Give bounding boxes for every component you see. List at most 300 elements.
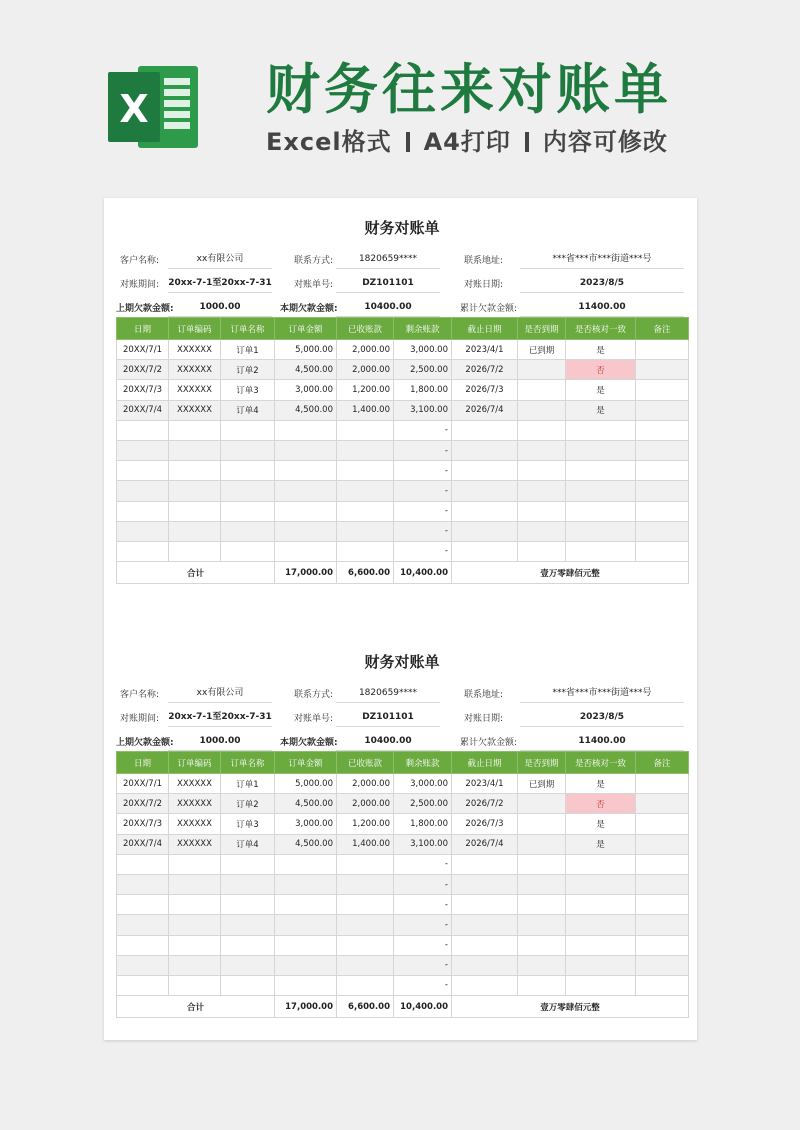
due-cell[interactable]: 2026/7/3 bbox=[452, 814, 518, 834]
remaining-cell[interactable]: - bbox=[394, 975, 452, 995]
column-header: 备注 bbox=[636, 318, 689, 340]
empty-cell[interactable] bbox=[452, 521, 518, 541]
empty-cell[interactable] bbox=[169, 420, 221, 440]
period-value[interactable]: 20xx-7-1至20xx-7-31 bbox=[168, 711, 272, 727]
statement-title: 财务对账单 bbox=[364, 653, 440, 671]
empty-cell[interactable] bbox=[566, 420, 636, 440]
received-cell[interactable]: 1,400.00 bbox=[337, 400, 394, 420]
amount-cell[interactable]: 5,000.00 bbox=[275, 340, 337, 360]
remaining-cell[interactable]: 2,500.00 bbox=[394, 794, 452, 814]
total-debt-value[interactable]: 11400.00 bbox=[520, 735, 684, 751]
empty-cell[interactable] bbox=[452, 501, 518, 521]
empty-row bbox=[117, 501, 689, 521]
remaining-cell[interactable]: 2,500.00 bbox=[394, 360, 452, 380]
empty-cell[interactable] bbox=[337, 420, 394, 440]
note-cell[interactable] bbox=[636, 774, 689, 794]
statement-table bbox=[116, 317, 689, 584]
amount-cell[interactable]: 4,500.00 bbox=[275, 834, 337, 854]
date-cell[interactable]: 20XX/7/4 bbox=[117, 834, 169, 854]
empty-cell[interactable] bbox=[566, 955, 636, 975]
date-value[interactable]: 2023/8/5 bbox=[520, 277, 684, 293]
total-amount: 17,000.00 bbox=[275, 996, 337, 1018]
empty-cell[interactable] bbox=[117, 420, 169, 440]
empty-cell[interactable] bbox=[636, 481, 689, 501]
total-debt-label: 累计欠款金额: bbox=[460, 304, 518, 314]
note-cell[interactable] bbox=[636, 814, 689, 834]
column-header: 日期 bbox=[117, 318, 169, 340]
empty-cell[interactable] bbox=[566, 541, 636, 561]
empty-cell[interactable] bbox=[566, 854, 636, 874]
empty-cell[interactable] bbox=[518, 420, 566, 440]
match-cell[interactable]: 是 bbox=[566, 340, 636, 360]
empty-cell[interactable] bbox=[169, 935, 221, 955]
empty-cell[interactable] bbox=[566, 935, 636, 955]
empty-cell[interactable] bbox=[169, 481, 221, 501]
due-cell[interactable]: 2026/7/2 bbox=[452, 360, 518, 380]
note-cell[interactable] bbox=[636, 834, 689, 854]
table-header-row bbox=[117, 752, 689, 774]
empty-row bbox=[117, 955, 689, 975]
empty-cell[interactable] bbox=[518, 975, 566, 995]
match-cell[interactable]: 是 bbox=[566, 834, 636, 854]
subtitle-separator bbox=[406, 132, 410, 152]
column-header: 订单金额 bbox=[275, 318, 337, 340]
empty-cell[interactable] bbox=[337, 521, 394, 541]
empty-cell[interactable] bbox=[636, 461, 689, 481]
remaining-cell[interactable]: - bbox=[394, 935, 452, 955]
due-cell[interactable]: 2023/4/1 bbox=[452, 774, 518, 794]
logo-letter: X bbox=[119, 87, 149, 131]
empty-cell[interactable] bbox=[275, 874, 337, 894]
empty-cell[interactable] bbox=[452, 975, 518, 995]
empty-cell[interactable] bbox=[636, 955, 689, 975]
empty-cell[interactable] bbox=[275, 895, 337, 915]
empty-cell[interactable] bbox=[452, 481, 518, 501]
empty-cell[interactable] bbox=[117, 481, 169, 501]
due-cell[interactable]: 2026/7/3 bbox=[452, 380, 518, 400]
column-header: 是否到期 bbox=[518, 318, 566, 340]
expired-cell[interactable] bbox=[518, 794, 566, 814]
empty-cell[interactable] bbox=[169, 461, 221, 481]
empty-cell[interactable] bbox=[275, 975, 337, 995]
contact-label: 联系方式: bbox=[294, 256, 334, 266]
empty-row bbox=[117, 420, 689, 440]
remaining-cell[interactable]: - bbox=[394, 854, 452, 874]
match-cell[interactable]: 是 bbox=[566, 774, 636, 794]
empty-cell[interactable] bbox=[221, 420, 275, 440]
empty-cell[interactable] bbox=[566, 521, 636, 541]
empty-cell[interactable] bbox=[518, 541, 566, 561]
empty-cell[interactable] bbox=[566, 440, 636, 460]
empty-cell[interactable] bbox=[518, 874, 566, 894]
empty-cell[interactable] bbox=[518, 481, 566, 501]
empty-cell[interactable] bbox=[169, 955, 221, 975]
empty-cell[interactable] bbox=[275, 915, 337, 935]
empty-cell[interactable] bbox=[169, 975, 221, 995]
table-row bbox=[117, 400, 689, 420]
amount-cell[interactable]: 3,000.00 bbox=[275, 814, 337, 834]
empty-cell[interactable] bbox=[117, 915, 169, 935]
total-remaining: 10,400.00 bbox=[394, 562, 452, 584]
empty-cell[interactable] bbox=[636, 521, 689, 541]
empty-cell[interactable] bbox=[337, 501, 394, 521]
remaining-cell[interactable]: - bbox=[394, 501, 452, 521]
received-cell[interactable]: 1,400.00 bbox=[337, 834, 394, 854]
code-cell[interactable]: XXXXXX bbox=[169, 360, 221, 380]
empty-cell[interactable] bbox=[518, 915, 566, 935]
number-value[interactable]: DZ101101 bbox=[336, 277, 440, 293]
empty-cell[interactable] bbox=[275, 521, 337, 541]
empty-cell[interactable] bbox=[117, 440, 169, 460]
table-row bbox=[117, 380, 689, 400]
empty-cell[interactable] bbox=[169, 854, 221, 874]
empty-cell[interactable] bbox=[636, 854, 689, 874]
address-value[interactable]: ***省***市***街道***号 bbox=[520, 687, 684, 703]
total-received: 6,600.00 bbox=[337, 996, 394, 1018]
empty-cell[interactable] bbox=[518, 461, 566, 481]
empty-cell[interactable] bbox=[566, 481, 636, 501]
table-row bbox=[117, 834, 689, 854]
empty-cell[interactable] bbox=[221, 915, 275, 935]
empty-cell[interactable] bbox=[221, 895, 275, 915]
empty-cell[interactable] bbox=[337, 874, 394, 894]
column-header: 是否到期 bbox=[518, 752, 566, 774]
empty-cell[interactable] bbox=[275, 440, 337, 460]
empty-cell[interactable] bbox=[117, 854, 169, 874]
empty-cell[interactable] bbox=[275, 481, 337, 501]
code-cell[interactable]: XXXXXX bbox=[169, 814, 221, 834]
number-value[interactable]: DZ101101 bbox=[336, 711, 440, 727]
column-header: 已收账款 bbox=[337, 752, 394, 774]
remaining-cell[interactable]: - bbox=[394, 461, 452, 481]
total-remaining: 10,400.00 bbox=[394, 996, 452, 1018]
date-cell[interactable]: 20XX/7/3 bbox=[117, 380, 169, 400]
date-cell[interactable]: 20XX/7/3 bbox=[117, 814, 169, 834]
empty-cell[interactable] bbox=[275, 541, 337, 561]
remaining-cell[interactable]: - bbox=[394, 420, 452, 440]
info-row bbox=[116, 707, 688, 727]
date-cell[interactable]: 20XX/7/1 bbox=[117, 340, 169, 360]
info-row bbox=[116, 297, 688, 317]
remaining-cell[interactable]: 3,100.00 bbox=[394, 834, 452, 854]
customer-value[interactable]: xx有限公司 bbox=[168, 253, 272, 269]
code-cell[interactable]: XXXXXX bbox=[169, 794, 221, 814]
received-cell[interactable]: 2,000.00 bbox=[337, 794, 394, 814]
empty-cell[interactable] bbox=[169, 541, 221, 561]
empty-cell[interactable] bbox=[337, 955, 394, 975]
excel-icon bbox=[104, 58, 202, 156]
due-cell[interactable]: 2026/7/2 bbox=[452, 794, 518, 814]
expired-cell[interactable]: 已到期 bbox=[518, 340, 566, 360]
total-label: 合计 bbox=[117, 996, 275, 1018]
empty-cell[interactable] bbox=[117, 521, 169, 541]
period-label: 对账期间: bbox=[120, 280, 160, 290]
remaining-cell[interactable]: - bbox=[394, 440, 452, 460]
amount-cell[interactable]: 3,000.00 bbox=[275, 380, 337, 400]
name-cell[interactable]: 订单3 bbox=[221, 814, 275, 834]
remaining-cell[interactable]: - bbox=[394, 481, 452, 501]
table-row bbox=[117, 360, 689, 380]
note-cell[interactable] bbox=[636, 380, 689, 400]
note-cell[interactable] bbox=[636, 340, 689, 360]
remaining-cell[interactable]: 3,000.00 bbox=[394, 340, 452, 360]
contact-value[interactable]: 1820659**** bbox=[336, 687, 440, 703]
empty-cell[interactable] bbox=[636, 440, 689, 460]
empty-cell[interactable] bbox=[452, 895, 518, 915]
empty-cell[interactable] bbox=[221, 440, 275, 460]
info-row bbox=[116, 731, 688, 751]
total-label: 合计 bbox=[117, 562, 275, 584]
empty-cell[interactable] bbox=[636, 895, 689, 915]
empty-cell[interactable] bbox=[452, 915, 518, 935]
empty-cell[interactable] bbox=[518, 501, 566, 521]
empty-cell[interactable] bbox=[221, 501, 275, 521]
table-row bbox=[117, 340, 689, 360]
due-cell[interactable]: 2023/4/1 bbox=[452, 340, 518, 360]
empty-cell[interactable] bbox=[566, 501, 636, 521]
column-header: 订单编码 bbox=[169, 752, 221, 774]
column-header: 订单名称 bbox=[221, 752, 275, 774]
expired-cell[interactable] bbox=[518, 380, 566, 400]
code-cell[interactable]: XXXXXX bbox=[169, 380, 221, 400]
empty-cell[interactable] bbox=[518, 935, 566, 955]
code-cell[interactable]: XXXXXX bbox=[169, 834, 221, 854]
empty-cell[interactable] bbox=[275, 501, 337, 521]
amount-cell[interactable]: 5,000.00 bbox=[275, 774, 337, 794]
column-header: 备注 bbox=[636, 752, 689, 774]
amount-cell[interactable]: 4,500.00 bbox=[275, 360, 337, 380]
total-row bbox=[117, 562, 689, 584]
number-label: 对账单号: bbox=[294, 280, 334, 290]
note-cell[interactable] bbox=[636, 360, 689, 380]
due-cell[interactable]: 2026/7/4 bbox=[452, 400, 518, 420]
column-header: 订单名称 bbox=[221, 318, 275, 340]
empty-cell[interactable] bbox=[518, 955, 566, 975]
empty-cell[interactable] bbox=[221, 955, 275, 975]
empty-cell[interactable] bbox=[566, 895, 636, 915]
empty-cell[interactable] bbox=[337, 461, 394, 481]
customer-value[interactable]: xx有限公司 bbox=[168, 687, 272, 703]
empty-cell[interactable] bbox=[452, 461, 518, 481]
date-cell[interactable]: 20XX/7/2 bbox=[117, 794, 169, 814]
match-cell[interactable]: 否 bbox=[566, 794, 636, 814]
code-cell[interactable]: XXXXXX bbox=[169, 774, 221, 794]
empty-row bbox=[117, 895, 689, 915]
column-header: 是否核对一致 bbox=[566, 318, 636, 340]
expired-cell[interactable] bbox=[518, 834, 566, 854]
remaining-cell[interactable]: - bbox=[394, 895, 452, 915]
remaining-cell[interactable]: - bbox=[394, 915, 452, 935]
expired-cell[interactable] bbox=[518, 360, 566, 380]
period-value[interactable]: 20xx-7-1至20xx-7-31 bbox=[168, 277, 272, 293]
empty-cell[interactable] bbox=[117, 935, 169, 955]
name-cell[interactable]: 订单4 bbox=[221, 400, 275, 420]
empty-row bbox=[117, 461, 689, 481]
empty-cell[interactable] bbox=[117, 874, 169, 894]
name-cell[interactable]: 订单2 bbox=[221, 794, 275, 814]
empty-cell[interactable] bbox=[337, 440, 394, 460]
remaining-cell[interactable]: 3,100.00 bbox=[394, 400, 452, 420]
date-value[interactable]: 2023/8/5 bbox=[520, 711, 684, 727]
prev-debt-value[interactable]: 1000.00 bbox=[168, 735, 272, 751]
remaining-cell[interactable]: - bbox=[394, 521, 452, 541]
match-cell[interactable]: 是 bbox=[566, 400, 636, 420]
empty-cell[interactable] bbox=[337, 935, 394, 955]
received-cell[interactable]: 2,000.00 bbox=[337, 774, 394, 794]
empty-cell[interactable] bbox=[117, 955, 169, 975]
empty-row bbox=[117, 915, 689, 935]
address-value[interactable]: ***省***市***街道***号 bbox=[520, 253, 684, 269]
empty-cell[interactable] bbox=[566, 975, 636, 995]
empty-row bbox=[117, 935, 689, 955]
empty-cell[interactable] bbox=[169, 874, 221, 894]
empty-cell[interactable] bbox=[636, 874, 689, 894]
empty-cell[interactable] bbox=[636, 501, 689, 521]
expired-cell[interactable] bbox=[518, 400, 566, 420]
empty-cell[interactable] bbox=[221, 521, 275, 541]
name-cell[interactable]: 订单1 bbox=[221, 340, 275, 360]
column-header: 剩余账款 bbox=[394, 318, 452, 340]
cur-debt-value[interactable]: 10400.00 bbox=[336, 735, 440, 751]
empty-cell[interactable] bbox=[221, 935, 275, 955]
empty-cell[interactable] bbox=[636, 541, 689, 561]
statement-info bbox=[116, 245, 688, 317]
note-cell[interactable] bbox=[636, 794, 689, 814]
empty-cell[interactable] bbox=[275, 461, 337, 481]
total-uppercase: 壹万零肆佰元整 bbox=[452, 562, 689, 584]
column-header: 截止日期 bbox=[452, 752, 518, 774]
empty-cell[interactable] bbox=[518, 895, 566, 915]
page-title: 财务往来对账单 bbox=[266, 58, 672, 121]
empty-cell[interactable] bbox=[337, 975, 394, 995]
empty-cell[interactable] bbox=[275, 935, 337, 955]
remaining-cell[interactable]: - bbox=[394, 541, 452, 561]
empty-cell[interactable] bbox=[337, 895, 394, 915]
empty-cell[interactable] bbox=[452, 420, 518, 440]
name-cell[interactable]: 订单3 bbox=[221, 380, 275, 400]
note-cell[interactable] bbox=[636, 400, 689, 420]
empty-cell[interactable] bbox=[275, 854, 337, 874]
column-header: 日期 bbox=[117, 752, 169, 774]
match-cell[interactable]: 是 bbox=[566, 814, 636, 834]
empty-cell[interactable] bbox=[275, 420, 337, 440]
empty-cell[interactable] bbox=[117, 541, 169, 561]
date-cell[interactable]: 20XX/7/1 bbox=[117, 774, 169, 794]
empty-cell[interactable] bbox=[275, 955, 337, 975]
received-cell[interactable]: 1,200.00 bbox=[337, 380, 394, 400]
empty-cell[interactable] bbox=[452, 935, 518, 955]
empty-cell[interactable] bbox=[221, 461, 275, 481]
received-cell[interactable]: 2,000.00 bbox=[337, 360, 394, 380]
empty-cell[interactable] bbox=[337, 854, 394, 874]
remaining-cell[interactable]: 1,800.00 bbox=[394, 814, 452, 834]
page-header bbox=[0, 0, 800, 190]
empty-cell[interactable] bbox=[636, 935, 689, 955]
empty-cell[interactable] bbox=[566, 915, 636, 935]
received-cell[interactable]: 2,000.00 bbox=[337, 340, 394, 360]
amount-cell[interactable]: 4,500.00 bbox=[275, 794, 337, 814]
empty-cell[interactable] bbox=[452, 955, 518, 975]
received-cell[interactable]: 1,200.00 bbox=[337, 814, 394, 834]
due-cell[interactable]: 2026/7/4 bbox=[452, 834, 518, 854]
empty-cell[interactable] bbox=[117, 975, 169, 995]
number-label: 对账单号: bbox=[294, 714, 334, 724]
empty-cell[interactable] bbox=[636, 420, 689, 440]
empty-cell[interactable] bbox=[566, 874, 636, 894]
empty-cell[interactable] bbox=[566, 461, 636, 481]
contact-value[interactable]: 1820659**** bbox=[336, 253, 440, 269]
total-debt-value[interactable]: 11400.00 bbox=[520, 301, 684, 317]
empty-cell[interactable] bbox=[452, 854, 518, 874]
empty-cell[interactable] bbox=[169, 895, 221, 915]
empty-cell[interactable] bbox=[518, 521, 566, 541]
subtitle-item: 内容可修改 bbox=[542, 128, 668, 156]
empty-cell[interactable] bbox=[221, 541, 275, 561]
remaining-cell[interactable]: - bbox=[394, 955, 452, 975]
empty-cell[interactable] bbox=[452, 440, 518, 460]
empty-cell[interactable] bbox=[117, 501, 169, 521]
empty-row bbox=[117, 541, 689, 561]
empty-cell[interactable] bbox=[221, 854, 275, 874]
empty-cell[interactable] bbox=[518, 440, 566, 460]
column-header: 订单编码 bbox=[169, 318, 221, 340]
empty-cell[interactable] bbox=[117, 461, 169, 481]
amount-cell[interactable]: 4,500.00 bbox=[275, 400, 337, 420]
column-header: 订单金额 bbox=[275, 752, 337, 774]
empty-cell[interactable] bbox=[169, 440, 221, 460]
name-cell[interactable]: 订单2 bbox=[221, 360, 275, 380]
empty-cell[interactable] bbox=[117, 895, 169, 915]
empty-cell[interactable] bbox=[518, 854, 566, 874]
empty-cell[interactable] bbox=[221, 481, 275, 501]
table-row bbox=[117, 774, 689, 794]
match-cell[interactable]: 否 bbox=[566, 360, 636, 380]
expired-cell[interactable]: 已到期 bbox=[518, 774, 566, 794]
empty-cell[interactable] bbox=[169, 915, 221, 935]
remaining-cell[interactable]: 1,800.00 bbox=[394, 380, 452, 400]
empty-row bbox=[117, 874, 689, 894]
empty-cell[interactable] bbox=[452, 874, 518, 894]
total-received: 6,600.00 bbox=[337, 562, 394, 584]
date-cell[interactable]: 20XX/7/4 bbox=[117, 400, 169, 420]
empty-row bbox=[117, 481, 689, 501]
name-cell[interactable]: 订单4 bbox=[221, 834, 275, 854]
match-cell[interactable]: 是 bbox=[566, 380, 636, 400]
empty-cell[interactable] bbox=[636, 915, 689, 935]
code-cell[interactable]: XXXXXX bbox=[169, 400, 221, 420]
expired-cell[interactable] bbox=[518, 814, 566, 834]
empty-cell[interactable] bbox=[169, 521, 221, 541]
remaining-cell[interactable]: 3,000.00 bbox=[394, 774, 452, 794]
empty-cell[interactable] bbox=[169, 501, 221, 521]
date-cell[interactable]: 20XX/7/2 bbox=[117, 360, 169, 380]
empty-cell[interactable] bbox=[337, 541, 394, 561]
empty-cell[interactable] bbox=[452, 541, 518, 561]
name-cell[interactable]: 订单1 bbox=[221, 774, 275, 794]
table-row bbox=[117, 794, 689, 814]
period-label: 对账期间: bbox=[120, 714, 160, 724]
empty-cell[interactable] bbox=[636, 975, 689, 995]
code-cell[interactable]: XXXXXX bbox=[169, 340, 221, 360]
empty-cell[interactable] bbox=[221, 874, 275, 894]
cur-debt-value[interactable]: 10400.00 bbox=[336, 301, 440, 317]
subtitle-item: A4打印 bbox=[423, 128, 511, 156]
remaining-cell[interactable]: - bbox=[394, 874, 452, 894]
empty-cell[interactable] bbox=[221, 975, 275, 995]
empty-cell[interactable] bbox=[337, 481, 394, 501]
empty-cell[interactable] bbox=[337, 915, 394, 935]
prev-debt-value[interactable]: 1000.00 bbox=[168, 301, 272, 317]
